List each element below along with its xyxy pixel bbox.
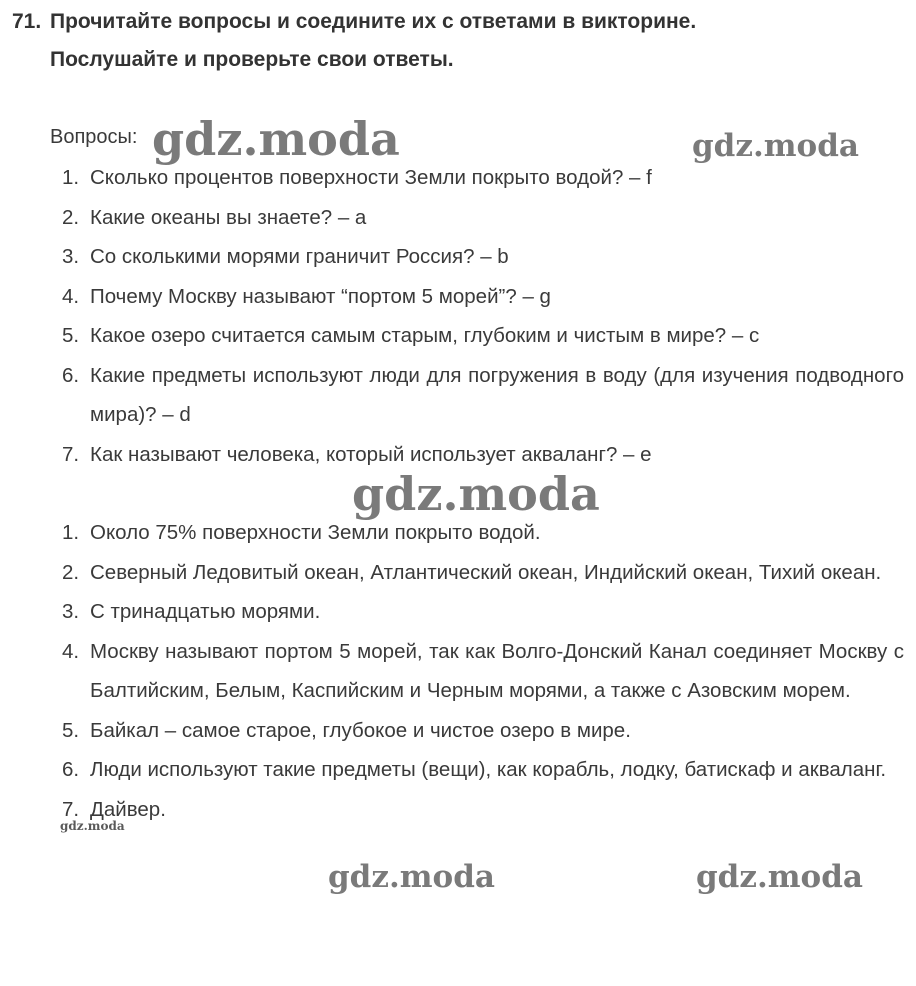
- task-number: 71.: [12, 10, 42, 33]
- watermark: gdz.moda: [152, 112, 400, 166]
- task-line-1: Прочитайте вопросы и соедините их с ответами в викторине.: [50, 10, 697, 33]
- task-line-2: Послушайте и проверьте свои ответы.: [50, 48, 454, 71]
- watermark: gdz.moda: [352, 467, 600, 521]
- answer-item: 2. Северный Ледовитый океан, Атлантический океан, Индийский океан, Тихий океан.: [62, 560, 882, 584]
- task-heading: [12, 3, 904, 79]
- answer-item: 4. Москву называют портом 5 морей, так как Волго-Донский Канал соединяет Москву с Балтийским, Белым, Каспийским и Черным морями, а также с Азовским морем.: [62, 639, 904, 702]
- answer-item: 6. Люди используют такие предметы (вещи), как корабль, лодку, батискаф и акваланг.: [62, 758, 887, 781]
- question-item: 1. Сколько процентов поверхности Земли покрыто водой? – f: [62, 166, 652, 189]
- question-item: 5. Какое озеро считается самым старым, глубоким и чистым в мире? – c: [62, 324, 760, 347]
- questions-list: [62, 158, 904, 474]
- watermark: gdz.moda: [692, 128, 859, 164]
- question-item: 6. Какие предметы используют люди для погружения в воду (для изучения подводного мира)? – d: [62, 363, 904, 426]
- answer-item: 3. С тринадцатью морями.: [62, 600, 321, 623]
- answer-item: 7. Дайвер.: [62, 797, 166, 821]
- answer-item: 5. Байкал – самое старое, глубокое и чистое озеро в мире.: [62, 718, 631, 742]
- question-item: 7. Как называют человека, который использует акваланг? – e: [62, 442, 652, 466]
- question-item: 4. Почему Москву называют “портом 5 морей”? – g: [62, 284, 551, 308]
- watermark: gdz.moda: [60, 819, 125, 833]
- question-item: 3. Со сколькими морями граничит Россия? – b: [62, 245, 509, 268]
- answer-item: 1. Около 75% поверхности Земли покрыто водой.: [62, 521, 541, 544]
- watermark: gdz.moda: [328, 859, 495, 895]
- watermark: gdz.moda: [696, 859, 863, 895]
- questions-label: Вопросы:: [50, 126, 138, 148]
- question-item: 2. Какие океаны вы знаете? – a: [62, 205, 367, 229]
- answers-list: [62, 513, 904, 829]
